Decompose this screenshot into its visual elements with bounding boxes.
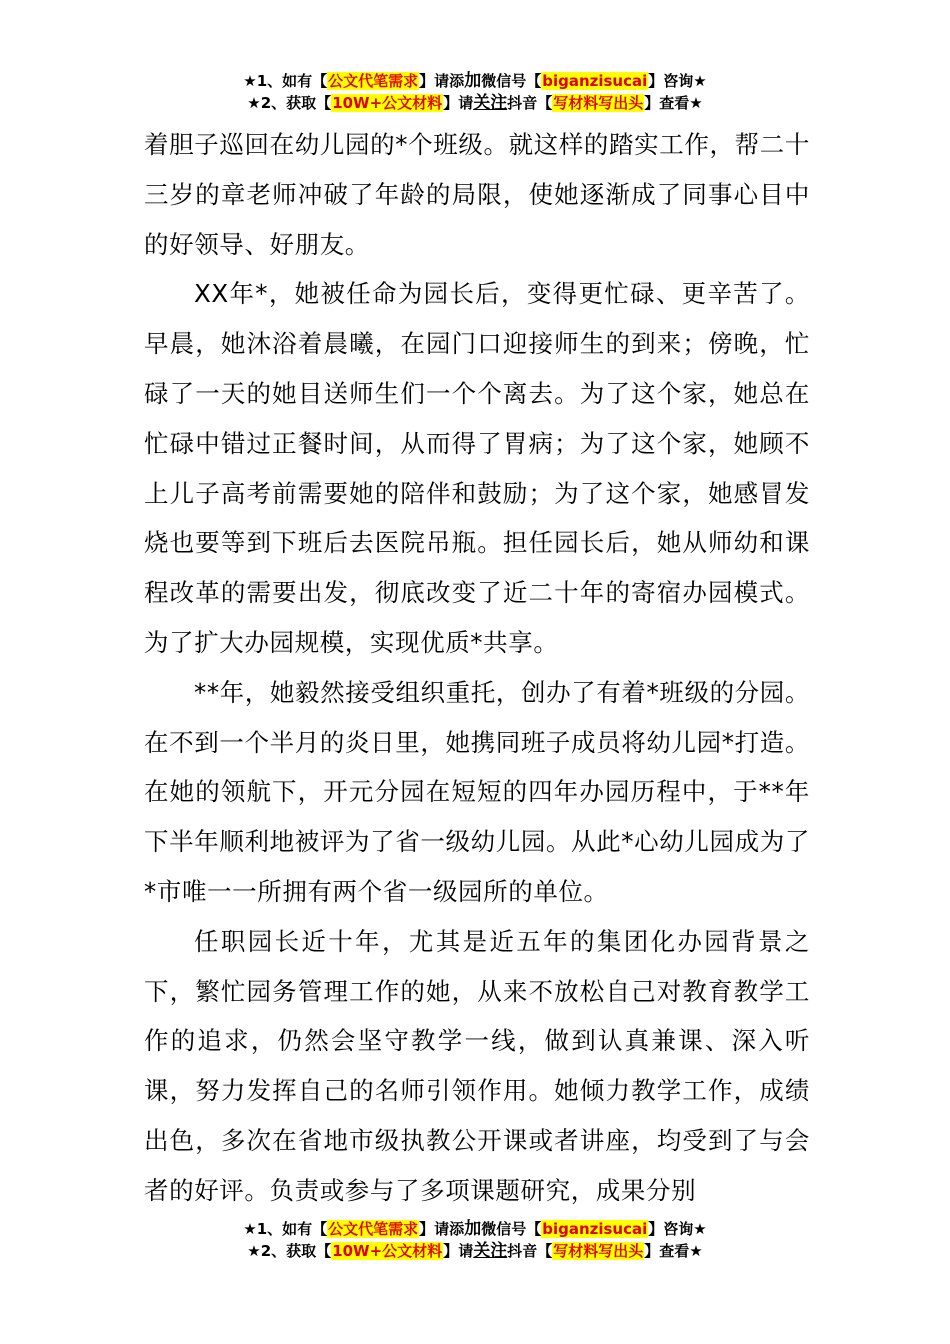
banner-emphasis: 关注	[473, 93, 508, 113]
banner-text: 】请添	[419, 1220, 465, 1238]
banner-text: 】查看★	[644, 1242, 703, 1260]
header-banner-line-2	[0, 92, 950, 114]
banner-emphasis: 加	[464, 1219, 482, 1239]
banner-text: 】请	[443, 1242, 474, 1260]
header-banner	[0, 70, 950, 114]
banner-text: 抖音【	[507, 94, 553, 112]
paragraph: 着胆子巡回在幼儿园的*个班级。就这样的踏实工作，帮二十三岁的章老师冲破了年龄的局限，使她逐渐成了同事心目中的好领导、好朋友。	[144, 130, 810, 259]
banner-text: ★2、获取【	[247, 94, 332, 112]
header-banner-line-1	[0, 70, 950, 92]
service-highlight: 公文代笔需求	[328, 72, 419, 90]
banner-emphasis: 加	[464, 71, 482, 91]
materials-highlight: 10W+公文材料	[332, 1242, 443, 1260]
footer-banner	[0, 1218, 950, 1262]
wechat-id-highlight: biganzisucai	[542, 72, 648, 90]
banner-emphasis: 关注	[473, 1241, 508, 1261]
banner-text: 微信号【	[481, 1220, 542, 1238]
douyin-id-highlight: 写材料写出头	[553, 94, 644, 112]
paragraph: 任职园长近十年，尤其是近五年的集团化办园背景之下，繁忙园务管理工作的她，从来不放松自己对教育教学工作的追求，仍然会坚守教学一线，做到认真兼课、深入听课，努力发挥自己的名师引领作用。她倾力教学工作，成绩出色，多次在省地市级执教公开课或者讲座，均受到了与会者的好评。负责或参与了多项课题研究，成果分别	[144, 926, 810, 1205]
materials-highlight: 10W+公文材料	[332, 94, 443, 112]
banner-text: ★1、如有【	[243, 1220, 328, 1238]
footer-banner-line-1	[0, 1218, 950, 1240]
document-body	[144, 120, 810, 1216]
banner-text: 】查看★	[644, 94, 703, 112]
footer-banner-line-2	[0, 1240, 950, 1262]
banner-text: ★1、如有【	[243, 72, 328, 90]
wechat-id-highlight: biganzisucai	[542, 1220, 648, 1238]
banner-text: 】咨询★	[648, 1220, 707, 1238]
paragraph: **年，她毅然接受组织重托，创办了有着*班级的分园。在不到一个半月的炎日里，她携同班子成员将幼儿园*打造。在她的领航下，开元分园在短短的四年办园历程中，于**年下半年顺利地被评为了省一级幼儿园。从此*心幼儿园成为了*市唯一一所拥有两个省一级园所的单位。	[144, 677, 810, 906]
banner-text: 抖音【	[507, 1242, 553, 1260]
paragraph: XX年*，她被任命为园长后，变得更忙碌、更辛苦了。早晨，她沐浴着晨曦，在园门口迎接师生的到来；傍晚，忙碌了一天的她目送师生们一个个离去。为了这个家，她总在忙碌中错过正餐时间，从而得了胃病；为了这个家，她顾不上儿子高考前需要她的陪伴和鼓励；为了这个家，她感冒发烧也要等到下班后去医院吊瓶。担任园长后，她从师幼和课程改革的需要出发，彻底改变了近二十年的寄宿办园模式。为了扩大办园规模，实现优质*共享。	[144, 279, 810, 657]
service-highlight: 公文代笔需求	[328, 1220, 419, 1238]
douyin-id-highlight: 写材料写出头	[553, 1242, 644, 1260]
banner-text: 】请	[443, 94, 474, 112]
banner-text: 】请添	[419, 72, 465, 90]
banner-text: 微信号【	[481, 72, 542, 90]
banner-text: ★2、获取【	[247, 1242, 332, 1260]
banner-text: 】咨询★	[648, 72, 707, 90]
